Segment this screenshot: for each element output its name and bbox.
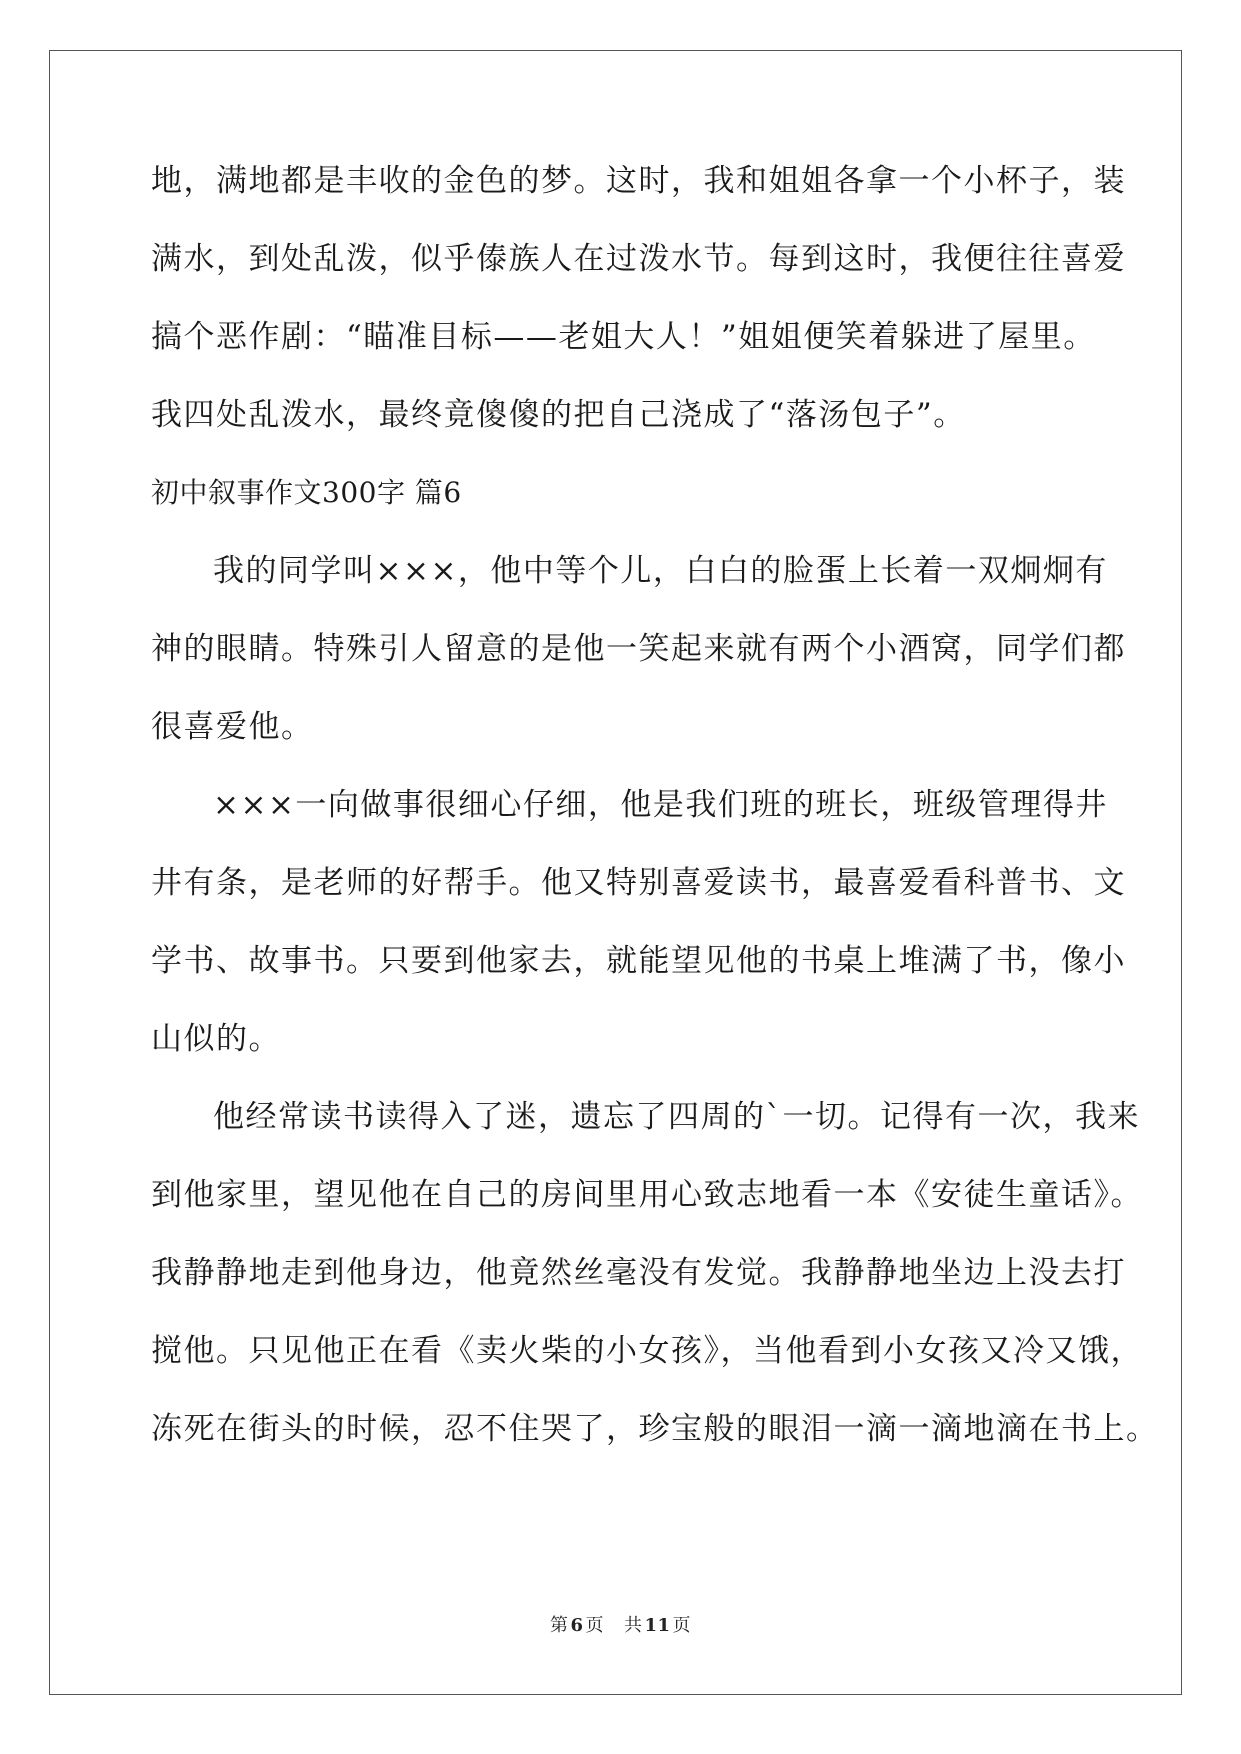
total-suffix: 页 <box>672 1615 692 1636</box>
total-prefix: 共 <box>623 1615 643 1636</box>
text-line: 搞个恶作剧：“瞄准目标——老姐大人！”姐姐便笑着躲进了屋里。 <box>151 319 1096 355</box>
text-line: 他经常读书读得入了迷，遗忘了四周的`一切。记得有一次，我来 <box>213 1099 1140 1135</box>
text-line: 冻死在街头的时候，忍不住哭了，珍宝般的眼泪一滴一滴地滴在书上。 <box>151 1411 1159 1447</box>
text-line: 学书、故事书。只要到他家去，就能望见他的书桌上堆满了书，像小 <box>151 943 1126 979</box>
page-footer <box>0 1611 1241 1637</box>
text-line: 到他家里，望见他在自己的房间里用心致志地看一本《安徒生童话》。 <box>151 1177 1143 1213</box>
text-line: 很喜爱他。 <box>151 709 314 745</box>
page-total: 11 <box>644 1615 671 1636</box>
page-number: 6 <box>570 1615 584 1636</box>
text-line: 山似的。 <box>151 1021 281 1057</box>
page-suffix: 页 <box>585 1615 604 1636</box>
text-line: 我四处乱泼水，最终竟傻傻的把自己浇成了“落汤包子”。 <box>151 397 966 433</box>
text-line: 地，满地都是丰收的金色的梦。这时，我和姐姐各拿一个小杯子，装 <box>151 163 1126 199</box>
text-line: 满水，到处乱泼，似乎傣族人在过泼水节。每到这时，我便往往喜爱 <box>151 241 1126 277</box>
page-prefix: 第 <box>549 1615 569 1636</box>
text-line: 神的眼睛。特殊引人留意的是他一笑起来就有两个小酒窝，同学们都 <box>151 631 1126 667</box>
text-line: 搅他。只见他正在看《卖火柴的小女孩》，当他看到小女孩又冷又饿， <box>151 1333 1143 1369</box>
text-line: 我的同学叫×××，他中等个儿，白白的脸蛋上长着一双炯炯有 <box>213 553 1108 589</box>
text-line: 我静静地走到他身边，他竟然丝毫没有发觉。我静静地坐边上没去打 <box>151 1255 1126 1291</box>
document-body <box>151 158 1159 1484</box>
text-line: ×××一向做事很细心仔细，他是我们班的班长，班级管理得井 <box>213 787 1108 823</box>
text-line: 井有条，是老师的好帮手。他又特别喜爱读书，最喜爱看科普书、文 <box>151 865 1126 901</box>
section-heading: 初中叙事作文300字 篇6 <box>151 476 462 509</box>
